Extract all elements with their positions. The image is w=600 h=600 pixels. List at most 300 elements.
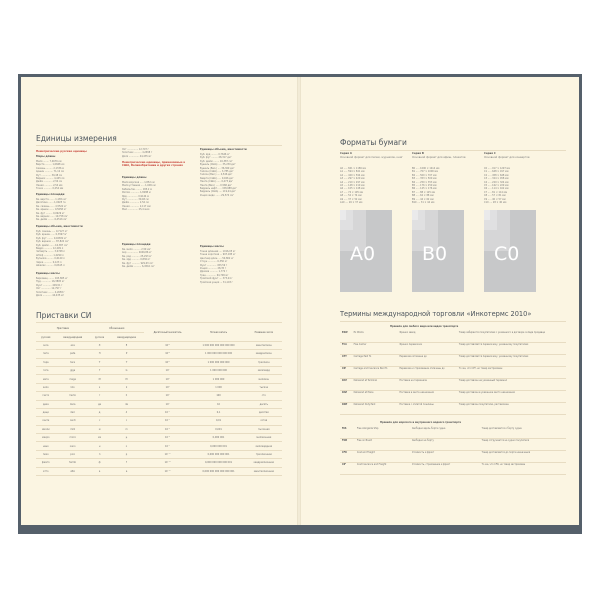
incoterms-table-2 (340, 427, 566, 475)
area-list (36, 198, 68, 222)
paper-size-row: C8 ..... 57 × 81 мм (484, 194, 506, 198)
volume-row: Шкалик .......... 0,0615 л (36, 264, 65, 268)
prefix-header: Приставки (36, 325, 90, 333)
number-name-header: Название числа (246, 325, 282, 341)
area-row: Кв. сажень ...... 4,5522 м² (36, 204, 67, 208)
incoterm-cell: FAS (340, 427, 355, 439)
prefix-cell: milli (56, 425, 90, 433)
prefix-cell: миллион (246, 375, 282, 383)
volume-row: Бутылка ......... 0,6149 л (36, 257, 65, 261)
imperial-label: Неметрические единицы, применяемые в США, Великобритании и других странах (122, 161, 186, 168)
prefix-cell: П (90, 350, 110, 358)
incoterms-group2: Правила для морского и внутреннего водного транспорта (380, 421, 461, 424)
series-a-name: Серия А (340, 152, 352, 155)
area-row: Десятина ....... 1,0925 га (36, 201, 66, 205)
prefix-cell: 10⁻¹² (144, 450, 192, 458)
paper-size-row: B6 ..... 125 × 176 мм (412, 187, 437, 191)
length-row: Верста ......... 1,0668 км (36, 163, 65, 167)
subheader-international: международная (56, 333, 90, 341)
incoterm-cell: То же, что CFR, но товар застрахован (480, 463, 566, 475)
incoterm-cell: Cost and Freight (355, 451, 410, 463)
prefix-cell: tera (56, 358, 90, 366)
paper-size-row: A9 ..... 37 × 52 мм (340, 197, 362, 201)
incoterm-cell: Стоимость и фрахт (410, 451, 480, 463)
prefix-row (36, 467, 282, 475)
prefix-cell: квинтиллион (246, 341, 282, 349)
mass-row: Пуд ............. 16,3805 кг (36, 280, 65, 284)
incoterm-cell: CFR (340, 451, 355, 463)
paper-title-rule (340, 150, 566, 151)
prefix-cell: h (109, 392, 143, 400)
volume-row: Пинта (США) ...... 0,473 дм³ (200, 180, 234, 184)
series-a-desc: Основной формат для писем, журналов, книг (340, 156, 403, 159)
prefix-cell: сто (246, 392, 282, 400)
prefix-cell: d (109, 408, 143, 416)
incoterm-row (340, 439, 566, 451)
prefix-cell: мега (36, 375, 56, 383)
units-title-rule (36, 145, 282, 146)
mass-row: Тонна короткая ... 907,185 кг (200, 253, 236, 257)
incoterm-cell: Поставка с оплатой пошлины (397, 403, 457, 415)
prefix-cell: 10⁻¹⁵ (144, 459, 192, 467)
incoterm-cell: Carriage and Insurance Paid To (352, 367, 398, 379)
volume-row: Унция жидк. ...... 29,574 см³ (200, 193, 234, 197)
imperial-area-row: Кв. дюйм .......... 6,4516 см² (122, 265, 155, 269)
imperial-length-label: Единицы длины (122, 176, 147, 179)
paper-size-row: B7 ..... 88 × 125 мм (412, 190, 436, 194)
prefix-cell: 0,001 (191, 425, 245, 433)
incoterm-cell: Delivered at Place (352, 391, 398, 403)
incoterms-group1: Правила для любого вида или видов транспорта (390, 325, 459, 328)
prefix-cell: 1 000 (191, 383, 245, 391)
series-c-desc: Основной формат для конвертов (484, 156, 530, 159)
imperial-length-row: Ярд .............. 0,9144 м (122, 194, 149, 198)
prefixes-title: Приставки СИ (36, 311, 92, 320)
incoterm-cell: Поставка в месте назначения (397, 391, 457, 403)
prefix-cell: деци (36, 408, 56, 416)
prefix-row (36, 434, 282, 442)
paper-size-row: A5 ..... 148 × 210 мм (340, 184, 365, 188)
incoterm-cell: Delivered at Terminal (352, 379, 398, 391)
mass-row: Тройский фунт .... 373,24 г (200, 277, 233, 281)
prefix-row (36, 366, 282, 374)
prefix-cell: Э (90, 341, 110, 349)
length-row: Сажень ......... 2,1336 м (36, 166, 64, 170)
imperial-area-row: Кв. ярд ........... 0,836 м² (122, 258, 151, 262)
incoterms-table-1 (340, 331, 566, 415)
incoterm-row (340, 355, 566, 367)
paper-size-row: C1 ..... 648 × 917 мм (484, 170, 509, 174)
area-row: Кв. фут ......... 0,0929 м² (36, 211, 65, 215)
prefix-cell: пико (36, 450, 56, 458)
incoterm-cell: Free Alongside Ship (355, 427, 410, 439)
imperial-length-row: Кабельтов ......... 185,2 м (122, 187, 152, 191)
volume-row: Бушель (Вел.) .... 36,369 дм³ (200, 166, 235, 170)
prefix-cell: P (109, 350, 143, 358)
volume-row: Галлон (США) ..... 3,785 дм³ (200, 170, 234, 174)
prefix-cell: д (90, 408, 110, 416)
prefix-cell: M (109, 375, 143, 383)
prefix-cell: триллион (246, 358, 282, 366)
prefix-cell: deci (56, 408, 90, 416)
mass-row: Лот ............. 12,797 г (36, 287, 62, 291)
right-mass-label: Единицы массы (200, 245, 224, 248)
prefix-cell: н (90, 442, 110, 450)
area-label: Единицы площади (36, 193, 65, 196)
incoterm-row (340, 331, 566, 343)
prefix-row (36, 350, 282, 358)
prefix-cell: T (109, 358, 143, 366)
incoterm-cell: CIP (340, 367, 352, 379)
mass-row: Драхма ........... 1,772 г (200, 270, 228, 274)
incoterm-cell: Перевозка оплачена до (397, 355, 457, 367)
prefix-cell: peta (56, 350, 90, 358)
incoterm-cell: Free Carrier (352, 343, 398, 355)
area-row: Кв. вершок ...... 19,758 см² (36, 215, 69, 219)
prefix-cell: дека (36, 400, 56, 408)
paper-size-row: B8 ..... 62 × 88 мм (412, 194, 434, 198)
prefix-cell: c (109, 417, 143, 425)
incoterm-cell: Франко перевозчик (397, 343, 457, 355)
paper-size-row: B10 .... 31 × 44 мм (412, 201, 435, 205)
prefix-row (36, 459, 282, 467)
mass-list (36, 277, 68, 297)
prefix-cell: 10⁻² (144, 417, 192, 425)
incoterm-row (340, 367, 566, 379)
imperial-length-row: Миля морская ..... 1,852 км (122, 181, 155, 184)
incoterm-cell: Товар доставляется до порта назначения (480, 451, 566, 463)
paper-label-c: C0 (494, 243, 520, 265)
prefix-cell: а (90, 467, 110, 475)
incoterm-cell: Товар доставляется перевозчику, указанному покупателем (457, 355, 566, 367)
area-row: Кв. аршин ....... 0,5058 м² (36, 208, 67, 212)
paper-size-row: A7 ..... 74 × 105 мм (340, 190, 364, 194)
prefix-row (36, 383, 282, 391)
prefix-cell: квинтиллионная (246, 467, 282, 475)
prefix-row (36, 408, 282, 416)
incoterm-cell: Товар доставлен покупателю, растаможен (457, 403, 566, 415)
imperial-length-row: Мил .............. 25,4 мкм (122, 208, 150, 212)
right-mass-list (200, 250, 236, 284)
mid-row: Доля .............. 44,435 мг (122, 154, 152, 158)
prefix-cell: пета (36, 350, 56, 358)
prefix-cell: 10¹² (144, 358, 192, 366)
paper-size-row: C0 ..... 917 × 1297 мм (484, 167, 510, 170)
prefix-cell: mega (56, 375, 90, 383)
mass-label: Единицы массы (36, 272, 60, 275)
prefix-cell: г (90, 392, 110, 400)
prefix-cell: 10¹⁸ (144, 341, 192, 349)
prefix-cell: exa (56, 341, 90, 349)
right-col-label: Единицы объема, вместимости (200, 148, 247, 151)
prefix-cell: триллионная (246, 450, 282, 458)
incoterm-cell: EXW (340, 331, 352, 343)
volume-label: Единицы объема, вместимости (36, 225, 83, 228)
prefix-cell: 10² (144, 392, 192, 400)
prefix-cell: с (90, 417, 110, 425)
length-row: Вершок .......... 4,445 см (36, 177, 65, 181)
prefix-cell: тысяча (246, 383, 282, 391)
prefix-cell: E (109, 341, 143, 349)
prefix-cell: m (109, 425, 143, 433)
prefix-cell: 100 (191, 392, 245, 400)
mass-row: Доля ............ 44,435 мг (36, 294, 64, 298)
imperial-length-row: Линия ............ 2,117 мм (122, 204, 151, 208)
length-label: Меры длины (36, 155, 56, 158)
paper-diagram-c (484, 210, 536, 292)
volume-row: Штоф ............ 1,2299 л (36, 253, 64, 257)
imperial-area-list (122, 248, 155, 268)
mass-row: Золотник ........ 4,2658 г (36, 290, 65, 294)
paper-size-row: A6 ..... 105 × 148 мм (340, 187, 365, 191)
prefix-cell: 10⁻⁶ (144, 434, 192, 442)
prefix-cell: 10⁻¹⁸ (144, 467, 192, 475)
paper-size-row: C10 .... 28 × 40 мм (484, 201, 507, 205)
incoterm-cell: Free on Board (355, 439, 410, 451)
paper-size-row: C4 ..... 229 × 324 мм (484, 180, 509, 184)
prefix-cell: мк (90, 434, 110, 442)
incoterm-cell: Свободно на борту (410, 439, 480, 451)
prefixes-title-rule (36, 322, 282, 323)
incoterm-cell: Франко завод (397, 331, 457, 343)
paper-size-row: B1 ..... 707 × 1000 мм (412, 170, 438, 174)
prefix-cell: 10⁻³ (144, 425, 192, 433)
prefixes-table (36, 325, 282, 476)
prefix-cell: М (90, 375, 110, 383)
subheader-russian-symbol: русское (90, 333, 110, 341)
paper-size-row: A10 .... 26 × 37 мм (340, 201, 363, 205)
prefix-cell: санти (36, 417, 56, 425)
imperial-area-row: Кв. род ........... 25,293 м² (122, 254, 152, 258)
prefix-cell: квадриллион (246, 350, 282, 358)
prefix-cell: к (90, 383, 110, 391)
right-col-list (200, 153, 237, 197)
incoterm-cell: Товар доставлен на указанный терминал (457, 379, 566, 391)
prefix-cell: 10³ (144, 383, 192, 391)
imperial-length-row: Миля уставная ..... 1,609 км (122, 184, 156, 188)
volume-row: Четверть ........ 3,0748 л (36, 250, 65, 254)
paper-size-row: A4 ..... 210 × 297 мм (340, 180, 365, 184)
prefix-cell: 1 000 000 000 (191, 366, 245, 374)
volume-row: Куб. аршин ...... 0,3597 м³ (36, 233, 68, 237)
prefix-row (36, 375, 282, 383)
prefix-cell: G (109, 366, 143, 374)
prefix-cell: centi (56, 417, 90, 425)
prefix-cell: p (109, 450, 143, 458)
paper-size-row: A1 ..... 594 × 841 мм (340, 170, 365, 174)
book-gutter (297, 77, 301, 525)
paper-size-row: C5 ..... 162 × 229 мм (484, 184, 509, 188)
prefix-cell: тера (36, 358, 56, 366)
incoterm-cell: Товар доставляется к борту судна (480, 427, 566, 439)
imperial-area-label: Единицы площади (122, 243, 151, 246)
prefix-cell: 10⁻⁹ (144, 442, 192, 450)
mass-row: Берковец ........ 163,805 кг (36, 277, 68, 280)
prefix-cell: сотая (246, 417, 282, 425)
paper-size-row: B0 ..... 1000 × 1414 мм (412, 167, 440, 170)
volume-row: Куб. вершок ..... 87,824 см³ (36, 240, 69, 244)
area-row: Кв. верста ....... 1,138 км² (36, 198, 67, 201)
prefix-cell: 0,1 (191, 408, 245, 416)
prefix-cell: 0,000 000 000 000 000 001 (191, 467, 245, 475)
multiplier-header: Десятичный множитель (144, 325, 192, 341)
prefix-cell: Т (90, 358, 110, 366)
incoterm-cell: Товар доставляется перевозчику, указанному покупателем (457, 343, 566, 355)
paper-diagram-b (412, 210, 464, 292)
prefix-row (36, 341, 282, 349)
prefix-cell: micro (56, 434, 90, 442)
incoterm-cell: Стоимость, страхование и фрахт (410, 463, 480, 475)
prefix-cell: 0,01 (191, 417, 245, 425)
mass-row: Гран ............. 64,799 мг (200, 273, 229, 277)
subheader-russian: русская (36, 333, 56, 341)
incoterm-cell: CIF (340, 463, 355, 475)
volume-row: Чарка ........... 0,123 л (36, 260, 62, 264)
prefix-cell: миллиард (246, 366, 282, 374)
paper-size-row: B5 ..... 176 × 250 мм (412, 184, 437, 188)
paper-size-row: A3 ..... 297 × 420 мм (340, 177, 365, 181)
length-row: Миля ........ 7,4676 км (36, 160, 62, 163)
volume-row: Куб. дюйм ....... 16,387 см³ (36, 243, 68, 247)
subheader-international-symbol: международное (109, 333, 143, 341)
prefix-row (36, 417, 282, 425)
prefix-cell: 10¹ (144, 400, 192, 408)
incoterm-row (340, 403, 566, 415)
volume-row: Куб. фут ........ 0,02832 м³ (36, 236, 67, 240)
prefix-cell: кило (36, 383, 56, 391)
prefix-row (36, 400, 282, 408)
paper-size-row: A0 ..... 841 × 1189 мм (340, 167, 366, 170)
incoterm-cell: Перевозка и страхование оплачены до (397, 367, 457, 379)
incoterm-cell: DDP (340, 403, 352, 415)
paper-label-b: B0 (422, 243, 448, 265)
prefix-cell: 1 000 000 000 000 (191, 358, 245, 366)
paper-size-row: B9 ..... 44 × 62 мм (412, 197, 434, 201)
incoterm-row (340, 463, 566, 475)
prefix-row (36, 392, 282, 400)
volume-row: Куб. ярд ......... 0,7646 м³ (200, 153, 230, 156)
incoterm-cell: Carriage Paid To (352, 355, 398, 367)
prefix-cell: 10⁶ (144, 375, 192, 383)
length-row: Фут ............. 30,48 см (36, 173, 62, 177)
prefix-row (36, 442, 282, 450)
prefix-cell: нано (36, 442, 56, 450)
prefix-cell: a (109, 467, 143, 475)
incoterm-cell: Поставка на терминале (397, 379, 457, 391)
prefix-cell: giga (56, 366, 90, 374)
prefix-cell: 1 000 000 (191, 375, 245, 383)
symbol-header: Обозначения (90, 325, 144, 333)
series-b-list (412, 167, 439, 204)
prefix-cell: da (109, 400, 143, 408)
imperial-length-row: Дюйм ............. 2,54 см (122, 201, 149, 205)
prefix-cell: pico (56, 450, 90, 458)
mass-row: Тонна длинная .... 1016,05 кг (200, 250, 236, 253)
length-row: Аршин ........... 71,12 см (36, 170, 64, 174)
paper-size-row: C9 ..... 40 × 57 мм (484, 197, 506, 201)
prefix-cell: 1 000 000 000 000 000 (191, 350, 245, 358)
volume-row: Кварта (США) ..... 0,946 дм³ (200, 176, 234, 180)
incoterm-cell: CPT (340, 355, 352, 367)
incoterm-row (340, 451, 566, 463)
mass-row: Фунт ............. 453,59 г (200, 263, 228, 267)
area-row: Кв. дюйм ........ 6,4516 см² (36, 218, 68, 222)
paper-size-row: B3 ..... 353 × 500 мм (412, 177, 437, 181)
mass-row: Тройская унция ... 31,103 г (200, 280, 233, 284)
prefix-cell: гекто (36, 392, 56, 400)
prefix-cell: µ (109, 434, 143, 442)
length-row: Дюйм ............ 2,54 см (36, 180, 63, 184)
prefix-cell: квадриллионная (246, 459, 282, 467)
volume-list (36, 230, 69, 267)
paper-title: Форматы бумаги (340, 138, 407, 147)
volume-row: Куб. дюйм ........ 16,387 см³ (200, 159, 233, 163)
paper-size-row: C2 ..... 458 × 648 мм (484, 173, 509, 177)
incoterm-row (340, 391, 566, 403)
mid-list (122, 148, 152, 158)
prefix-cell: м (90, 425, 110, 433)
paper-size-row: C3 ..... 324 × 458 мм (484, 177, 509, 181)
length-row: Линия ........... 2,54 мм (36, 183, 63, 187)
prefix-cell: f (109, 459, 143, 467)
prefix-cell: ф (90, 459, 110, 467)
paper-size-row: A8 ..... 52 × 74 мм (340, 194, 362, 198)
prefix-cell: тысячная (246, 425, 282, 433)
prefix-cell: фемто (36, 459, 56, 467)
mass-row: Стоун ............ 6,350 кг (200, 260, 228, 264)
prefix-cell: k (109, 383, 143, 391)
incoterm-row (340, 379, 566, 391)
prefix-cell: 10 (191, 400, 245, 408)
series-c-list (484, 167, 510, 204)
incoterm-cell: То же, что CPT, но товар застрахован (457, 367, 566, 379)
volume-row: Баррель нефт. .... 158,988 дм³ (200, 187, 237, 191)
prefix-cell: nano (56, 442, 90, 450)
prefix-cell: экса (36, 341, 56, 349)
prefix-cell: 10⁻¹ (144, 408, 192, 416)
incoterm-cell: Товар доставлен в указанное место назначения (457, 391, 566, 403)
old-russian-label: Неметрические русские единицы (36, 150, 87, 153)
imperial-area-row: Кв. миля .......... 2,59 км² (122, 248, 152, 251)
mid-row: Золотник .......... 4,2658 г (122, 151, 153, 155)
volume-row: Ведро ........... 12,299 л (36, 247, 64, 251)
incoterm-cell: FCA (340, 343, 352, 355)
volume-row: Баррель (США) .... 119,24 дм³ (200, 190, 236, 194)
incoterm-row (340, 427, 566, 439)
paper-size-row: B2 ..... 500 × 707 мм (412, 173, 437, 177)
imperial-length-row: Фут .............. 30,48 см (122, 198, 149, 202)
volume-row: Куб. фут ......... 28,317 дм³ (200, 156, 232, 160)
paper-size-row: A2 ..... 420 × 594 мм (340, 173, 365, 177)
prefix-cell: 0,000 000 000 000 001 (191, 459, 245, 467)
mid-row: Лот ............... 12,797 г (122, 148, 149, 151)
prefix-cell: 10⁹ (144, 366, 192, 374)
incoterm-cell: Товар отгружается на судно покупателя (480, 439, 566, 451)
incoterm-cell: Delivered Duty Paid (352, 403, 398, 415)
prefix-row (36, 450, 282, 458)
prefix-cell: миллиардная (246, 442, 282, 450)
imperial-length-row: Фатом ............ 1,8288 м (122, 191, 151, 195)
prefix-cell: 1 000 000 000 000 000 000 (191, 341, 245, 349)
prefix-row (36, 358, 282, 366)
prefix-cell: femto (56, 459, 90, 467)
incoterm-cell: Ex Works (352, 331, 398, 343)
incoterm-cell: Свободно вдоль борта судна (410, 427, 480, 439)
incoterm-row (340, 343, 566, 355)
length-list (36, 160, 64, 191)
prefix-cell: десять (246, 400, 282, 408)
prefix-cell: милли (36, 425, 56, 433)
